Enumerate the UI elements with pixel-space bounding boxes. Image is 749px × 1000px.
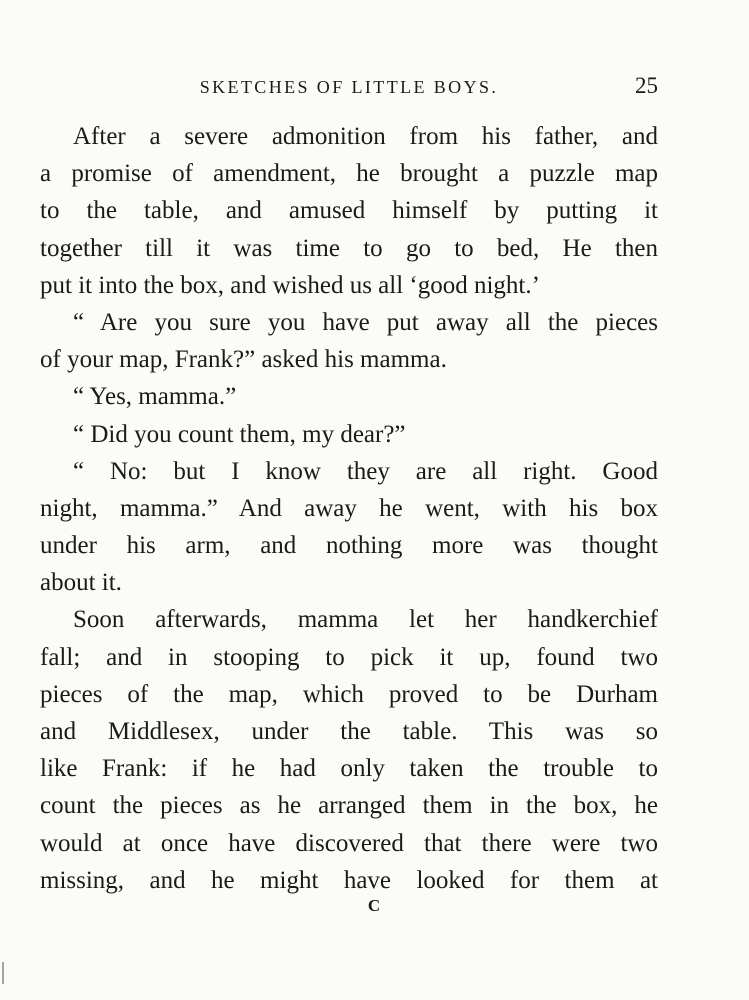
text-line: would at once have discovered that there were two (40, 829, 658, 857)
gutter-mark (2, 962, 4, 984)
text-line: Soon afterwards, mamma let her handkerchief (73, 606, 658, 634)
text-line: like Frank: if he had only taken the trouble to (40, 755, 658, 783)
text-line: of your map, Frank?” asked his mamma. (40, 346, 447, 374)
text-line: pieces of the map, which proved to be Durham (40, 680, 658, 708)
text-line: about it. (40, 569, 122, 597)
text-line: “ Are you sure you have put away all the pieces (73, 308, 658, 336)
text-line: missing, and he might have looked for them at (40, 866, 658, 894)
page-number: 25 (635, 73, 658, 98)
text-line: “ Did you count them, my dear?” (73, 420, 406, 448)
signature-mark: C (367, 896, 382, 915)
text-line: together till it was time to go to bed, He then (40, 234, 658, 262)
text-line: “ Yes, mamma.” (73, 383, 237, 411)
text-line: count the pieces as he arranged them in the box, he (40, 792, 658, 820)
text-line: to the table, and amused himself by putting it (40, 197, 658, 225)
text-line: under his arm, and nothing more was thought (40, 532, 658, 560)
text-line: night, mamma.” And away he went, with his box (40, 494, 658, 522)
text-line: fall; and in stooping to pick it up, found two (40, 643, 658, 671)
text-line: and Middlesex, under the table. This was so (40, 718, 658, 745)
text-line: a promise of amendment, he brought a puzzle map (40, 160, 658, 188)
running-title: SKETCHES OF LITTLE BOYS. (199, 77, 499, 97)
running-head (40, 73, 658, 103)
text-line: “ No: but I know they are all right. Good (73, 457, 658, 485)
text-line: After a severe admonition from his father, and (73, 123, 658, 150)
body-text (40, 118, 658, 899)
text-line: put it into the box, and wished us all ‘good night.’ (40, 271, 540, 299)
